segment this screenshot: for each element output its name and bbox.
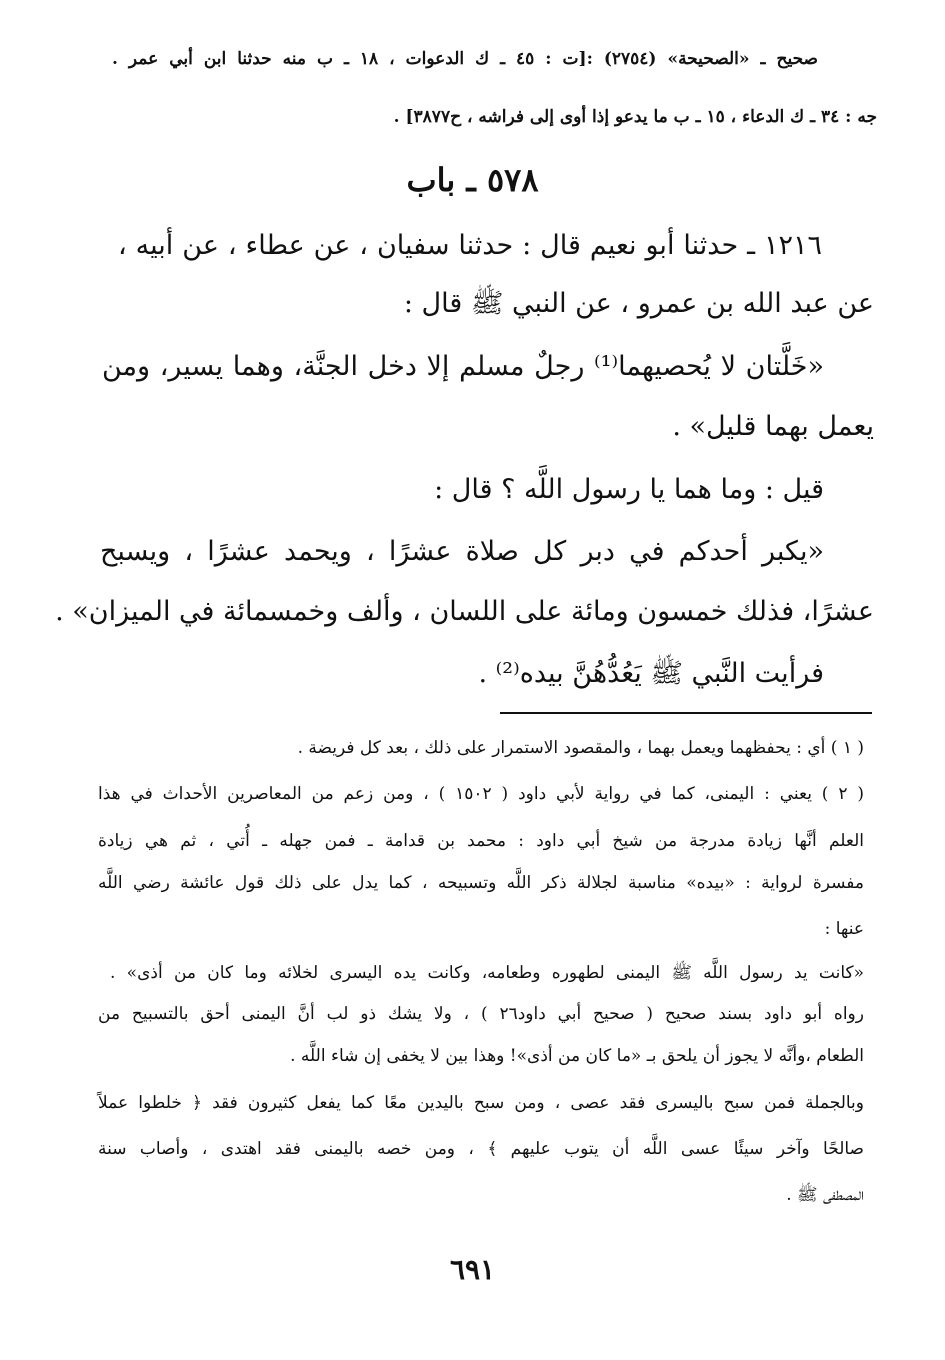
header-reference-line-2: جه : ٣٤ ـ ك الدعاء ، ١٥ ـ ب ما يدعو إذا أوى إلى فراشه ، ح٣٨٧٧] . [393,107,877,127]
hadith-line-8: فرأيت النَّبي ﷺ يَعُدُّهُنَّ بيده⁽²⁾ . [478,658,824,689]
footnote-1: ( ١ ) أي : يحفظهما ويعمل بهما ، والمقصود الاستمرار على ذلك ، بعد كل فريضة . [297,738,864,758]
footnote-2-line-7: الطعام ،وأنَّه لا يجوز أن يلحق بـ «ما كان من أذى»! وهذا بين لا يخفى إن شاء اللَّه . [290,1046,864,1066]
hadith-line-6: «يكبر أحدكم في دبر كل صلاة عشرًا ، ويحمد عشرًا ، ويسبح [100,536,824,567]
footnote-2-line-4: عنها : [824,919,864,939]
footnote-2-line-3: مفسرة لرواية : «بيده» مناسبة لجلالة ذكر اللَّه وتسبيحه ، كما يدل على ذلك قول عائشة رضي اللَّه [98,873,864,893]
footnote-2-line-2: العلم أنَّها زيادة مدرجة من شيخ أبي داود : محمد بن قدامة ـ فمن جهله ـ أُتي ، ثم هي زيادة [98,831,864,851]
hadith-line-4: يعمل بهما قليل» . [672,411,874,442]
page-number: ٦٩١ [449,1253,496,1286]
footnote-2-line-6: رواه أبو داود بسند صحيح ( صحيح أبي داود٢٦ ) ، ولا يشك ذو لب أنَّ اليمنى أحق بالتسبيح من [98,1004,864,1024]
footnote-2-line-10: المصطفى ﷺ . [786,1185,864,1205]
footnote-2-line-1: ( ٢ ) يعني : اليمنى، كما في رواية لأبي داود ( ١٥٠٢ ) ، ومن زعم من المعاصرين الأحداث في هذا [98,784,864,804]
hadith-line-7: عشرًا، فذلك خمسون ومائة على اللسان ، وألف وخمسمائة في الميزان» . [55,596,874,627]
hadith-line-3: «خَلَّتان لا يُحصيهما⁽¹⁾ رجلٌ مسلم إلا دخل الجنَّة، وهما يسير، ومن [102,351,824,382]
hadith-line-5: قيل : وما هما يا رسول اللَّه ؟ قال : [434,474,824,505]
chapter-title: ٥٧٨ ـ باب [406,161,539,199]
header-reference-line-1: صحيح ـ «الصحيحة» (٢٧٥٤) :[ت : ٤٥ ـ ك الدعوات ، ١٨ ـ ب منه حدثنا ابن أبي عمر . [112,49,818,69]
footnote-2-line-9: صالحًا وآخر سيئًا عسى اللَّه أن يتوب عليهم ﴾ ، ومن خصه باليمنى فقد اهتدى ، وأصاب سنة [98,1139,864,1159]
hadith-line-1: ١٢١٦ ـ حدثنا أبو نعيم قال : حدثنا سفيان ، عن عطاء ، عن أبيه ، [118,230,822,261]
footnote-separator [500,712,872,714]
footnote-2-line-8: وبالجملة فمن سبح باليسرى فقد عصى ، ومن سبح باليدين معًا كما يفعل كثيرون فقد ﴿ خلطوا عملاً [98,1093,864,1113]
footnote-2-line-5: «كانت يد رسول اللَّه ﷺ اليمنى لطهوره وطعامه، وكانت يده اليسرى لخلائه وما كان من أذى» . [110,963,864,983]
hadith-line-2: عن عبد الله بن عمرو ، عن النبي ﷺ قال : [403,288,874,319]
